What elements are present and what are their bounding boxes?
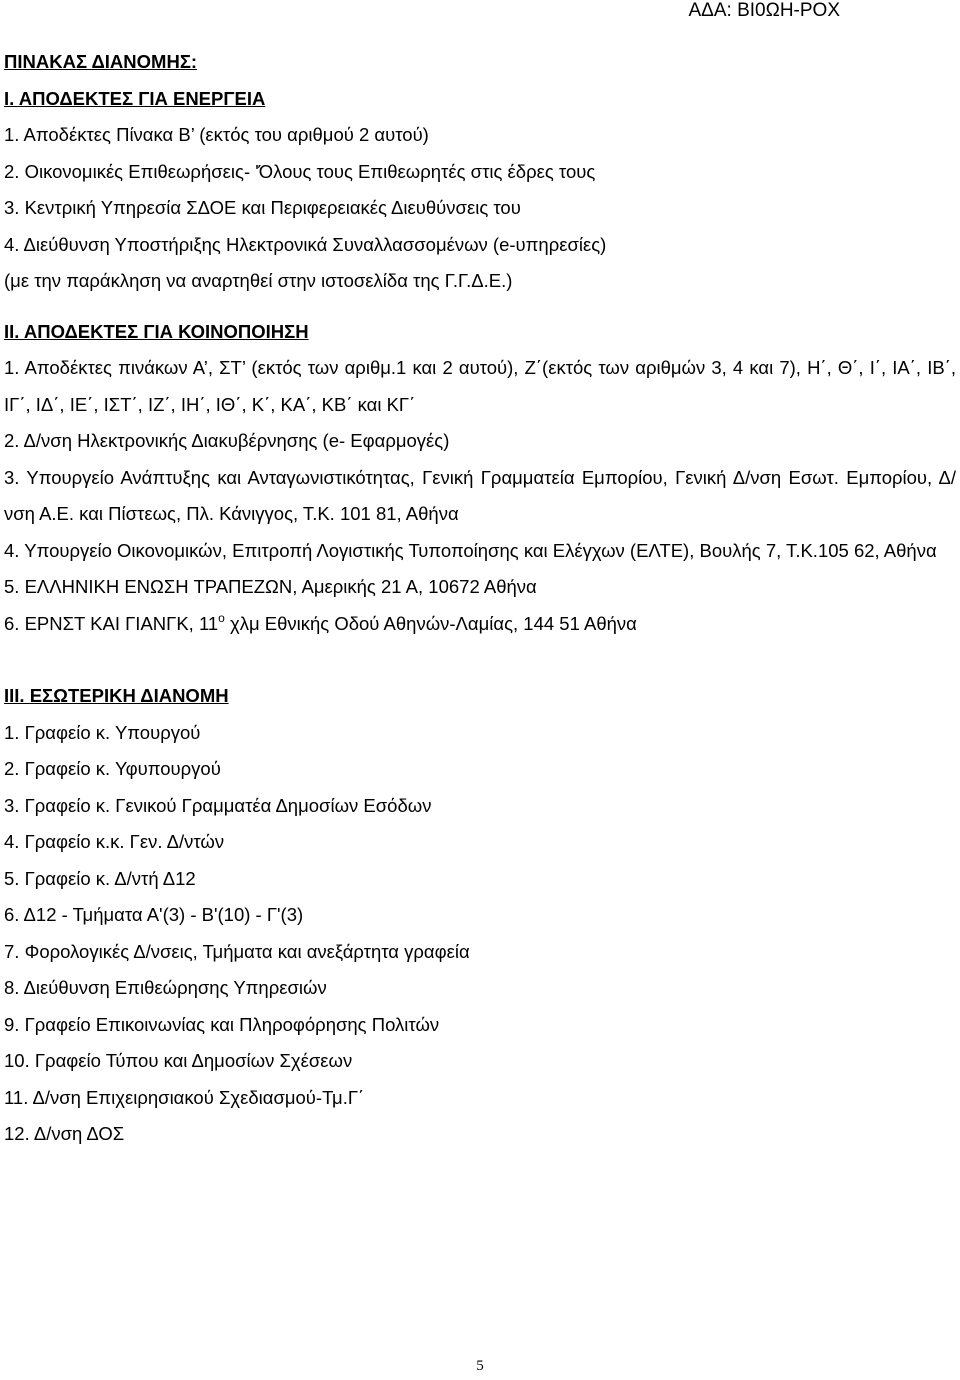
section-3-item: 11. Δ/νση Επιχειρησιακού Σχεδιασμού-Τμ.Γ΄	[4, 1086, 365, 1108]
ada-code: ΑΔΑ: ΒΙ0ΩΗ-ΡΟΧ	[688, 0, 840, 21]
section-1-item: 1. Αποδέκτες Πίνακα Β’ (εκτός του αριθμού 2 αυτού)	[4, 124, 429, 145]
section-2-item: 2. Δ/νση Ηλεκτρονικής Διακυβέρνησης (e- Εφαρμογές)	[4, 430, 450, 451]
section-2-item: 4. Υπουργείο Οικονομικών, Επιτροπή Λογιστικής Τυποποίησης και Ελέγχων (ΕΛΤΕ), Βουλής 7, Τ.Κ.105 62, Αθήνα	[4, 539, 937, 561]
section-2-item	[4, 606, 956, 643]
section-2-item: 1. Αποδέκτες πινάκων Α’, ΣΤ’ (εκτός των αριθμ.1 και 2 αυτού), Ζ΄(εκτός των αριθμών 3, 4 και 7), Η΄, Θ΄, Ι΄, ΙΑ΄, ΙΒ΄, ΙΓ΄, ΙΔ΄, ΙΕ΄, ΙΣΤ΄, ΙΖ΄, ΙΗ΄, ΙΘ΄, Κ΄, ΚΑ΄, ΚΒ΄ και ΚΓ΄	[4, 357, 956, 415]
section-3-item: 5. Γραφείο κ. Δ/ντή Δ12	[4, 867, 196, 889]
section-3-item: 10. Γραφείο Τύπου και Δημοσίων Σχέσεων	[4, 1050, 353, 1071]
item-6-text-rest: χλμ Εθνικής Οδού Αθηνών-Λαμίας, 144 51 Αθήνα	[224, 612, 637, 634]
section-3-heading: ΙΙΙ. ΕΣΩΤΕΡΙΚΗ ΔΙΑΝΟΜΗ	[4, 685, 229, 706]
distribution-title: ΠΙΝΑΚΑΣ ΔΙΑΝΟΜΗΣ:	[4, 51, 198, 72]
item-6-text: 6. ΕΡΝΣΤ ΚΑΙ ΓΙΑΝΓΚ, 11	[4, 612, 219, 634]
section-1-item: 3. Κεντρική Υπηρεσία ΣΔΟΕ και Περιφερειακές Διευθύνσεις του	[4, 197, 521, 218]
section-3-item: 2. Γραφείο κ. Υφυπουργού	[4, 758, 221, 779]
section-2-item: 5. ΕΛΛΗΝΙΚΗ ΕΝΩΣΗ ΤΡΑΠΕΖΩΝ, Αμερικής 21 Α, 10672 Αθήνα	[4, 576, 537, 597]
section-3-item: 6. Δ12 - Τμήματα Α'(3) - Β'(10) - Γ'(3)	[4, 904, 304, 925]
section-1-item: (με την παράκληση να αναρτηθεί στην ιστοσελίδα της Γ.Γ.Δ.Ε.)	[4, 270, 513, 291]
section-2-heading: ΙΙ. ΑΠΟΔΕΚΤΕΣ ΓΙΑ ΚΟΙΝΟΠΟΙΗΣΗ	[4, 320, 309, 342]
section-1-item: 2. Οικονομικές Επιθεωρήσεις- 'Όλους τους Επιθεωρητές στις έδρες τους	[4, 160, 596, 182]
section-3-item: 12. Δ/νση ΔΟΣ	[4, 1123, 125, 1144]
section-3-item: 1. Γραφείο κ. Υπουργού	[4, 721, 201, 743]
section-3-item: 3. Γραφείο κ. Γενικού Γραμματέα Δημοσίων Εσόδων	[4, 794, 432, 816]
section-3-item: 8. Διεύθυνση Επιθεώρησης Υπηρεσιών	[4, 977, 327, 998]
page-number: 5	[476, 1358, 484, 1374]
section-1-item: 4. Διεύθυνση Υποστήριξης Ηλεκτρονικά Συναλλασσομένων (e-υπηρεσίες)	[4, 233, 607, 255]
ordinal-superscript: ο	[218, 610, 225, 625]
section-1-heading: Ι. ΑΠΟΔΕΚΤΕΣ ΓΙΑ ΕΝΕΡΓΕΙΑ	[4, 87, 266, 109]
distribution-table	[4, 44, 956, 1153]
section-3-item: 7. Φορολογικές Δ/νσεις, Τμήματα και ανεξάρτητα γραφεία	[4, 940, 470, 962]
section-2-item: 3. Υπουργείο Ανάπτυξης και Ανταγωνιστικότητας, Γενική Γραμματεία Εμπορίου, Γενική Δ/νση Εσωτ. Εμπορίου, Δ/νση Α.Ε. και Πίστεως, Πλ. Κάνιγγος, Τ.Κ. 101 81, Αθήνα	[4, 466, 956, 524]
section-3-item: 9. Γραφείο Επικοινωνίας και Πληροφόρησης Πολιτών	[4, 1013, 440, 1035]
section-3-item: 4. Γραφείο κ.κ. Γεν. Δ/ντών	[4, 831, 225, 852]
